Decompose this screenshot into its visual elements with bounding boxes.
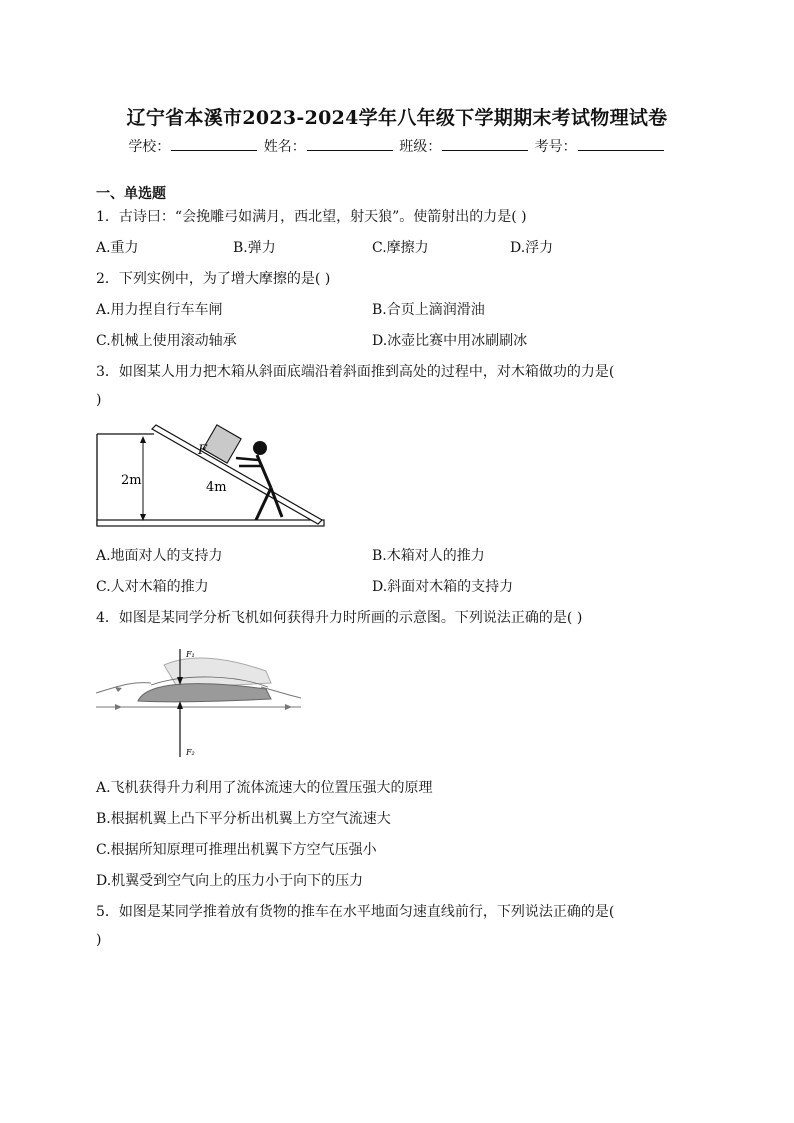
force-label: F: [198, 443, 208, 458]
airflow-arrow-1: [115, 687, 122, 692]
q2-option-a: A.用力捏自行车车闸: [96, 302, 223, 318]
person-body: [257, 455, 271, 488]
q3-option-b: B.木箱对人的推力: [372, 548, 485, 564]
wing-figure: [96, 643, 302, 761]
length-label: 4m: [206, 480, 227, 495]
ground-plank: [97, 520, 324, 526]
q2-option-c: C.机械上使用滚动轴承: [96, 333, 237, 349]
q1-option-d: D.浮力: [510, 240, 554, 256]
q1-option-c: C.摩擦力: [372, 240, 429, 256]
wing-profile: [138, 684, 271, 702]
q4-option-b: B.根据机翼上凸下平分析出机翼上方空气流速大: [96, 811, 391, 827]
number-label: 考号：: [534, 139, 577, 155]
q3-option-d: D.斜面对木箱的支持力: [372, 579, 514, 595]
student-info-row: [0, 136, 794, 156]
number-blank[interactable]: [578, 136, 664, 151]
q2-option-b: B.合页上滴润滑油: [372, 302, 485, 318]
q3-option-c: C.人对木箱的推力: [96, 579, 209, 595]
force-f1-label: F₁: [186, 650, 195, 659]
name-label: 姓名：: [263, 139, 306, 155]
q2-option-d: D.冰壶比赛中用冰刷刷冰: [372, 333, 528, 349]
class-blank[interactable]: [442, 136, 528, 151]
question-5-stem: 5．如图是某同学推着放有货物的推车在水平地面匀速直线前行，下列说法正确的是(: [96, 904, 615, 920]
airflow-arrow-3: [285, 704, 292, 710]
force-f2-label: F₂: [186, 748, 195, 757]
question-5-stem-cont: ): [96, 932, 102, 948]
school-label: 学校：: [128, 139, 171, 155]
question-3-stem-cont: ): [96, 392, 102, 408]
q4-option-d: D.机翼受到空气向上的压力小于向下的压力: [96, 873, 364, 889]
incline-figure: [96, 420, 328, 532]
airflow-arrow-2: [115, 704, 122, 710]
q4-option-c: C.根据所知原理可推理出机翼下方空气压强小: [96, 842, 377, 858]
airflow-upper-left: [96, 683, 151, 693]
height-label: 2m: [121, 473, 142, 488]
q4-option-a: A.飞机获得升力利用了流体流速大的位置压强大的原理: [96, 780, 433, 796]
height-arrow-top: [140, 436, 146, 443]
question-2-stem: 2．下列实例中，为了增大摩擦的是( ): [96, 271, 331, 287]
person-arm-1: [236, 458, 258, 460]
section-heading: 一、单选题: [96, 186, 166, 202]
school-blank[interactable]: [171, 136, 257, 151]
q1-option-a: A.重力: [96, 240, 139, 256]
person-head: [253, 441, 267, 455]
question-1-stem: 1．古诗曰：“会挽雕弓如满月，西北望，射天狼”。使箭射出的力是( ): [96, 209, 527, 225]
name-blank[interactable]: [307, 136, 393, 151]
class-label: 班级：: [399, 139, 442, 155]
q1-option-b: B.弹力: [233, 240, 276, 256]
q3-option-a: A.地面对人的支持力: [96, 548, 223, 564]
page-title: 辽宁省本溪市2023-2024学年八年级下学期期末考试物理试卷: [126, 107, 668, 129]
question-3-stem: 3．如图某人用力把木箱从斜面底端沿着斜面推到高处的过程中，对木箱做功的力是(: [96, 364, 615, 380]
question-4-stem: 4．如图是某同学分析飞机如何获得升力时所画的示意图。下列说法正确的是( ): [96, 610, 583, 626]
